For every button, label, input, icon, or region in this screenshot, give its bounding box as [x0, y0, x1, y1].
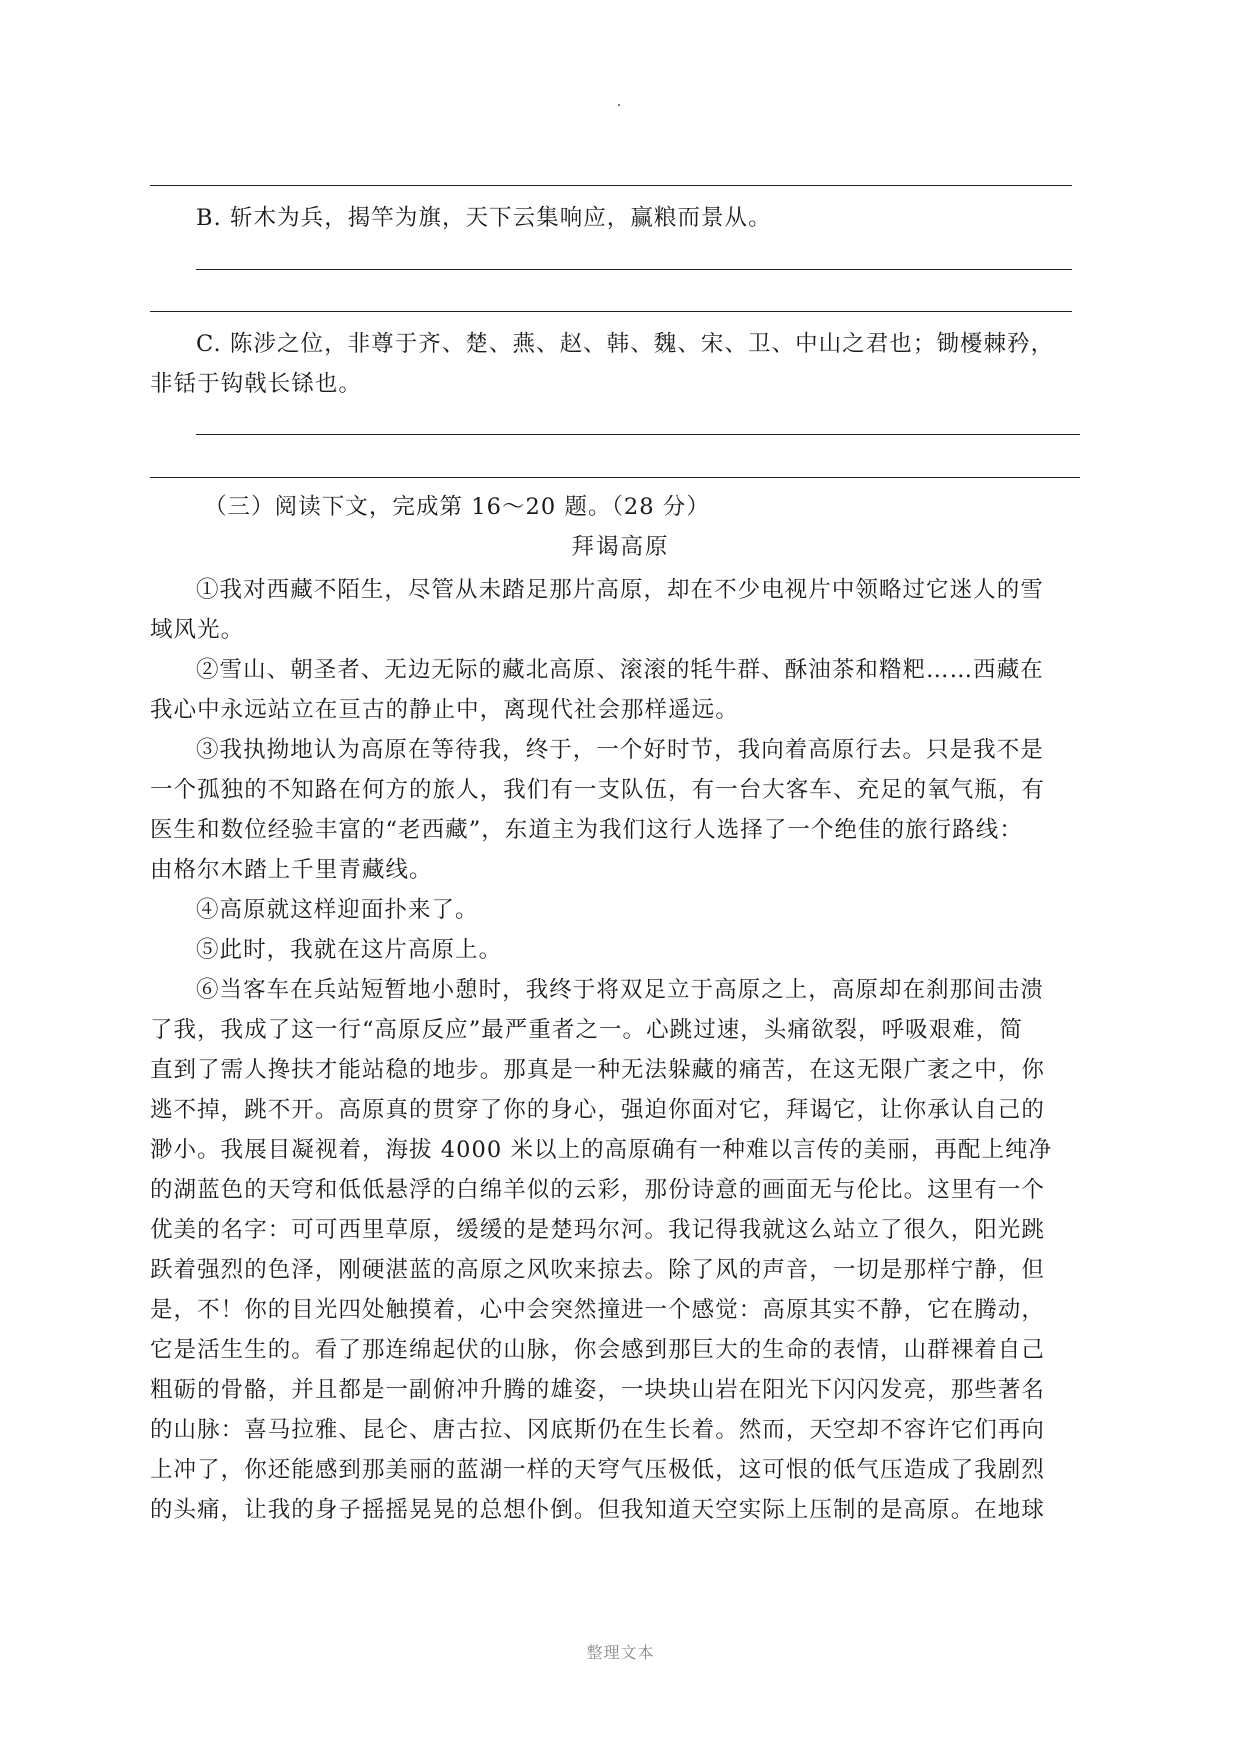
passage-line: 上冲了，你还能感到那美丽的蓝湖一样的天穹气压极低，这可恨的低气压造成了我剧烈 — [150, 1457, 1045, 1483]
answer-line — [196, 269, 1072, 270]
header-dot — [618, 104, 620, 106]
passage-line: ③我执拗地认为高原在等待我，终于，一个好时节，我向着高原行去。只是我不是 — [196, 737, 1044, 763]
passage-line: 我心中永远站立在亘古的静止中，离现代社会那样遥远。 — [150, 697, 739, 723]
passage-line: 跃着强烈的色泽，刚硬湛蓝的高原之风吹来掠去。除了风的声音，一切是那样宁静，但 — [150, 1257, 1045, 1283]
passage-line: ⑥当客车在兵站短暂地小憩时，我终于将双足立于高原之上，高原却在刹那间击溃 — [196, 977, 1044, 1003]
passage-line: ⑤此时，我就在这片高原上。 — [196, 937, 503, 963]
passage-line: 域风光。 — [150, 617, 245, 643]
passage-line: 粗砺的骨骼，并且都是一副俯冲升腾的雄姿，一块块山岩在阳光下闪闪发亮，那些著名 — [150, 1377, 1045, 1403]
passage-line: ④高原就这样迎面扑来了。 — [196, 897, 479, 923]
passage-line: 直到了需人搀扶才能站稳的地步。那真是一种无法躲藏的痛苦，在这无限广袤之中，你 — [150, 1057, 1045, 1083]
answer-line — [196, 434, 1080, 435]
passage-line: 的头痛，让我的身子摇摇晃晃的总想仆倒。但我知道天空实际上压制的是高原。在地球 — [150, 1497, 1045, 1523]
passage-line: ①我对西藏不陌生，尽管从未踏足那片高原，却在不少电视片中领略过它迷人的雪 — [196, 577, 1044, 603]
passage-line: ②雪山、朝圣者、无边无际的藏北高原、滚滚的牦牛群、酥油茶和糌粑……西藏在 — [196, 657, 1044, 683]
answer-line — [150, 311, 1072, 312]
option-b: B. 斩木为兵，揭竿为旗，天下云集响应，赢粮而景从。 — [196, 205, 772, 231]
passage-line: 一个孤独的不知路在何方的旅人，我们有一支队伍，有一台大客车、充足的氧气瓶，有 — [150, 777, 1045, 803]
passage-title: 拜谒高原 — [571, 534, 670, 560]
passage-line: 优美的名字：可可西里草原，缓缓的是楚玛尔河。我记得我就这么站立了很久，阳光跳 — [150, 1217, 1045, 1243]
passage-line: 了我，我成了这一行“高原反应”最严重者之一。心跳过速，头痛欲裂，呼吸艰难，简 — [150, 1017, 1023, 1043]
option-c-line1: C. 陈涉之位，非尊于齐、楚、燕、赵、韩、魏、宋、卫、中山之君也；锄櫌棘矜， — [196, 331, 1055, 357]
passage-line: 医生和数位经验丰富的“老西藏”，东道主为我们这行人选择了一个绝佳的旅行路线： — [150, 817, 1023, 843]
passage-line: 的山脉：喜马拉雅、昆仑、唐古拉、冈底斯仍在生长着。然而，天空却不容许它们再向 — [150, 1417, 1045, 1443]
answer-line — [150, 477, 1080, 478]
passage-line: 渺小。我展目凝视着，海拔 4000 米以上的高原确有一种难以言传的美丽，再配上纯净 — [150, 1137, 1053, 1163]
answer-line — [150, 185, 1072, 186]
passage-line: 它是活生生的。看了那连绵起伏的山脉，你会感到那巨大的生命的表情，山群裸着自己 — [150, 1337, 1045, 1363]
passage-line: 由格尔木踏上千里青藏线。 — [150, 857, 433, 883]
passage-line: 的湖蓝色的天穹和低低悬浮的白绵羊似的云彩，那份诗意的画面无与伦比。这里有一个 — [150, 1177, 1045, 1203]
page-footer: 整理文本 — [586, 1643, 655, 1662]
section-heading: （三）阅读下文，完成第 16～20 题。（28 分） — [204, 494, 710, 520]
option-c-line2: 非铦于钩戟长铩也。 — [150, 371, 362, 397]
passage-line: 是，不！你的目光四处触摸着，心中会突然撞进一个感觉：高原其实不静，它在腾动， — [150, 1297, 1045, 1323]
passage-line: 逃不掉，跳不开。高原真的贯穿了你的身心，强迫你面对它，拜谒它，让你承认自己的 — [150, 1097, 1045, 1123]
